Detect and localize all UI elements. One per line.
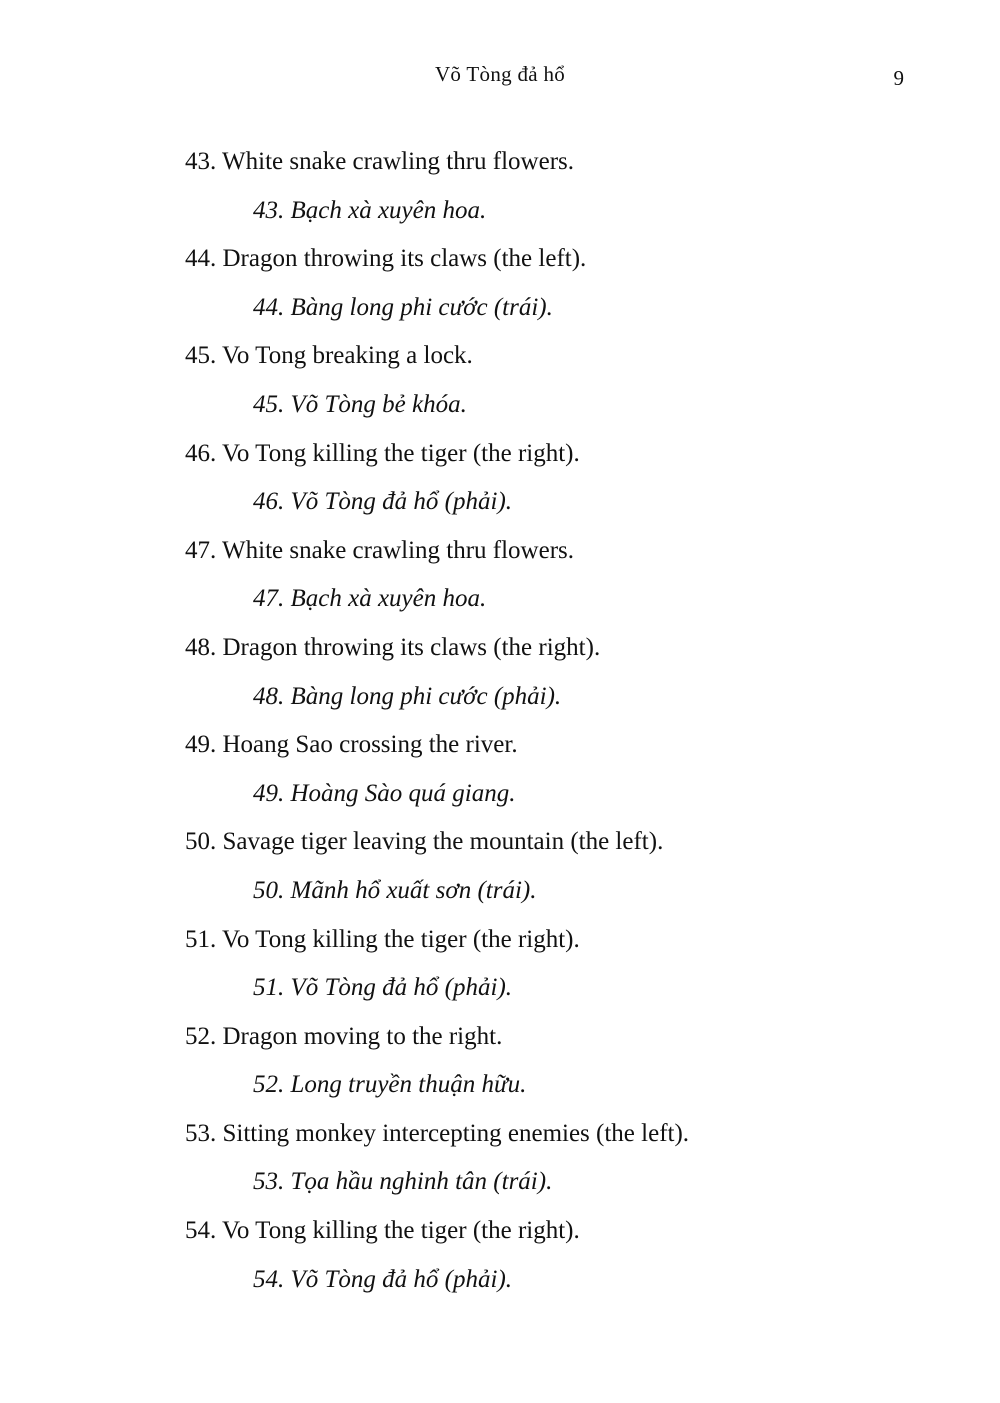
list-item [0, 527, 1000, 624]
list-item [0, 430, 1000, 527]
vietnamese-line: 54. Võ Tòng đả hổ (phải). [253, 1265, 513, 1293]
list-item [0, 138, 1000, 235]
english-line: 53. Sitting monkey intercepting enemies (the left). [185, 1119, 690, 1147]
list-item [0, 818, 1000, 915]
vietnamese-line: 48. Bàng long phi cước (phải). [253, 682, 562, 710]
english-line: 52. Dragon moving to the right. [185, 1022, 503, 1050]
english-line: 46. Vo Tong killing the tiger (the right). [185, 439, 580, 467]
list-item [0, 235, 1000, 332]
vietnamese-line: 49. Hoàng Sào quá giang. [253, 779, 516, 807]
english-line: 43. White snake crawling thru flowers. [185, 148, 575, 175]
running-header-title: Võ Tòng đả hổ [434, 62, 566, 86]
english-line: 50. Savage tiger leaving the mountain (the left). [185, 828, 664, 856]
list-item [0, 721, 1000, 818]
vietnamese-line: 52. Long truyền thuận hữu. [253, 1071, 527, 1099]
vietnamese-line: 45. Võ Tòng bẻ khóa. [253, 390, 467, 418]
vietnamese-line: 44. Bàng long phi cước (trái). [253, 293, 553, 321]
list-item [0, 916, 1000, 1013]
list-item [0, 624, 1000, 721]
vietnamese-line: 47. Bạch xà xuyên hoa. [253, 585, 487, 613]
vietnamese-line: 50. Mãnh hổ xuất sơn (trái). [253, 876, 537, 904]
vietnamese-line: 43. Bạch xà xuyên hoa. [253, 196, 487, 224]
vietnamese-line: 51. Võ Tòng đả hổ (phải). [253, 974, 513, 1002]
english-line: 49. Hoang Sao crossing the river. [185, 731, 518, 759]
english-line: 51. Vo Tong killing the tiger (the right). [185, 925, 580, 953]
english-line: 54. Vo Tong killing the tiger (the right). [185, 1217, 580, 1245]
english-line: 45. Vo Tong breaking a lock. [185, 342, 473, 370]
english-line: 44. Dragon throwing its claws (the left). [185, 245, 587, 273]
list-item [0, 1207, 1000, 1304]
vietnamese-line: 46. Võ Tòng đả hổ (phải). [253, 488, 513, 516]
movement-list [0, 138, 1000, 1304]
list-item [0, 1110, 1000, 1207]
english-line: 47. White snake crawling thru flowers. [185, 536, 575, 564]
list-item [0, 1013, 1000, 1110]
list-item [0, 332, 1000, 429]
english-line: 48. Dragon throwing its claws (the right). [185, 633, 601, 661]
vietnamese-line: 53. Tọa hầu nghinh tân (trái). [253, 1168, 553, 1196]
page-number: 9 [893, 66, 904, 90]
